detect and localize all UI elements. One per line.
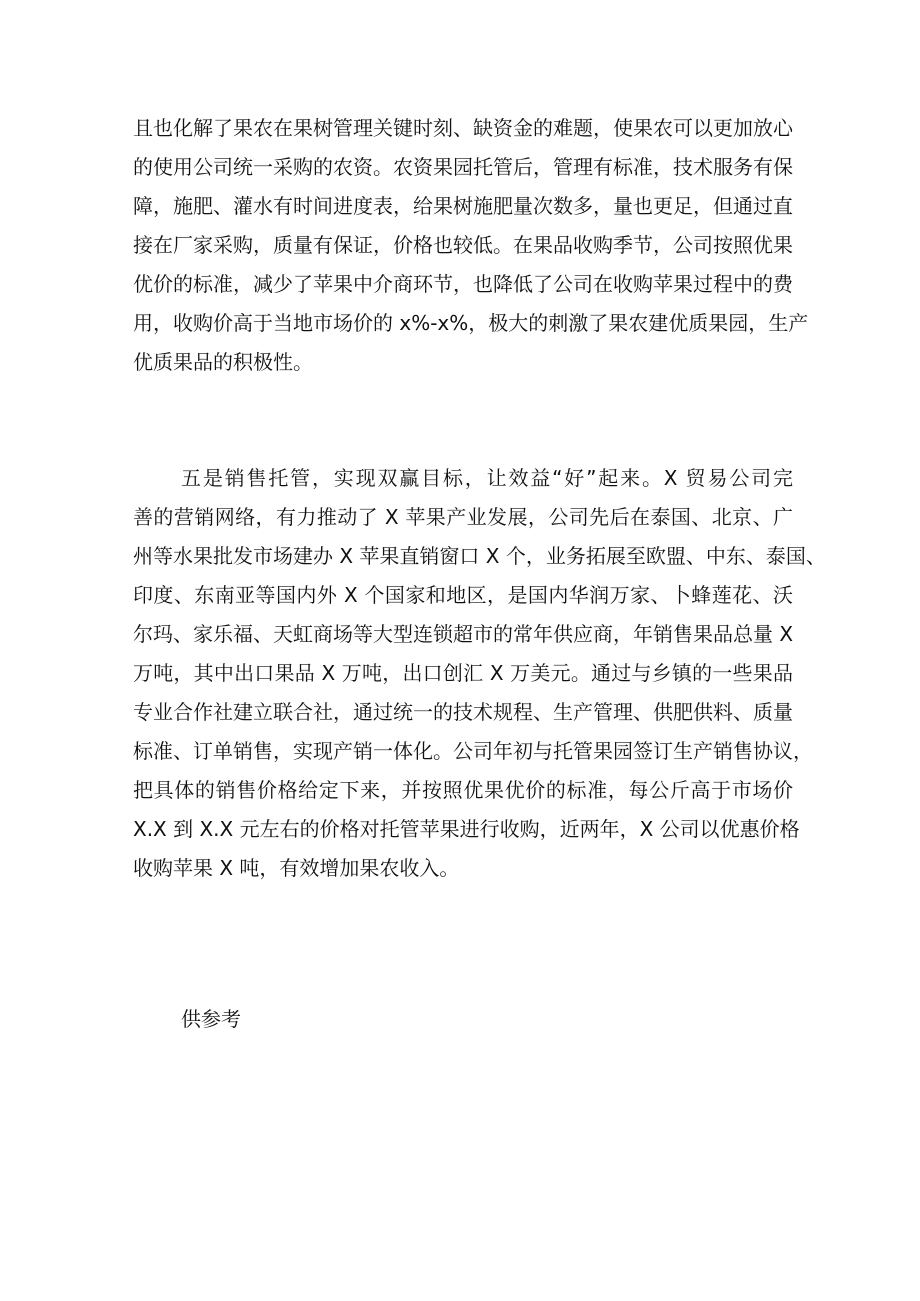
text-line: 专业合作社建立联合社，通过统一的技术规程、生产管理、供肥供料、质量	[133, 700, 793, 724]
paragraph-orchard-trusteeship	[133, 109, 809, 382]
text-line: 优质果品的积极性。	[133, 350, 313, 374]
text-line: 接在厂家采购，质量有保证，价格也较低。在果品收购季节，公司按照优果	[133, 233, 793, 257]
text-line: 五是销售托管，实现双赢目标，让效益“好”起来。X 贸易公司完	[181, 466, 793, 490]
text-line: 的使用公司统一采购的农资。农资果园托管后，管理有标准，技术服务有保	[133, 155, 793, 179]
paragraph-sales-trusteeship	[133, 459, 826, 888]
text-line: 优价的标准，减少了苹果中介商环节，也降低了公司在收购苹果过程中的费	[133, 272, 793, 296]
text-line: 尔玛、家乐福、天虹商场等大型连锁超市的常年供应商，年销售果品总量 X	[133, 622, 794, 646]
text-line: 州等水果批发市场建办 X 苹果直销窗口 X 个，业务拓展至欧盟、中东、泰国、	[133, 544, 826, 568]
text-line: 用，收购价高于当地市场价的 x%-x%，极大的刺激了果农建优质果园，生产	[133, 311, 809, 335]
text-line: 万吨，其中出口果品 X 万吨，出口创汇 X 万美元。通过与乡镇的一些果品	[133, 661, 793, 685]
text-line: 收购苹果 X 吨，有效增加果农收入。	[133, 856, 460, 880]
text-line: X.X 到 X.X 元左右的价格对托管苹果进行收购，近两年，X 公司以优惠价格	[133, 817, 800, 841]
text-line: 印度、东南亚等国内外 X 个国家和地区，是国内华润万家、卜蜂莲花、沃	[133, 583, 793, 607]
text-line: 标准、订单销售，实现产销一体化。公司年初与托管果园签订生产销售协议，	[133, 739, 813, 763]
text-line: 善的营销网络，有力推动了 X 苹果产业发展，公司先后在泰国、北京、广	[133, 505, 793, 529]
text-line: 障，施肥、灌水有时间进度表，给果树施肥量次数多，量也更足，但通过直	[133, 194, 793, 218]
text-line: 供参考	[181, 1007, 241, 1031]
paragraph-closing-note	[133, 1000, 793, 1039]
text-line: 且也化解了果农在果树管理关键时刻、缺资金的难题，使果农可以更加放心	[133, 116, 793, 140]
text-line: 把具体的销售价格给定下来，并按照优果优价的标准，每公斤高于市场价	[133, 778, 793, 802]
